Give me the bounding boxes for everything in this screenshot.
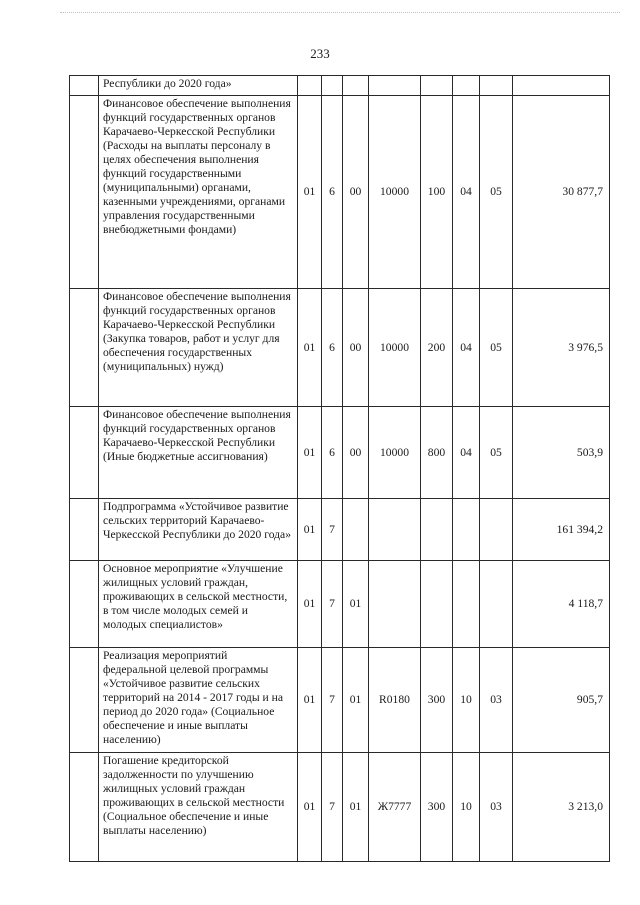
table-row bbox=[70, 648, 610, 753]
subprogram-cell: 6 bbox=[322, 289, 343, 407]
program-cell: 01 bbox=[298, 499, 322, 561]
amount-cell: 30 877,7 bbox=[513, 96, 610, 289]
subsection-cell: 03 bbox=[480, 753, 513, 862]
expense-name-cell: Финансовое обеспечение выполнения функций государственных органов Карачаево-Черкесской Республики (Иные бюджетные ассигнования) bbox=[99, 407, 298, 499]
budget-table-body bbox=[70, 76, 610, 862]
direction-cell bbox=[369, 561, 421, 648]
expense-name-cell: Республики до 2020 года» bbox=[99, 76, 298, 96]
expense-type-cell: 300 bbox=[421, 648, 453, 753]
expense-type-cell: 800 bbox=[421, 407, 453, 499]
program-cell: 01 bbox=[298, 96, 322, 289]
expense-name-cell: Подпрограмма «Устойчивое развитие сельских территорий Карачаево-Черкесской Республики до 2020 года» bbox=[99, 499, 298, 561]
program-cell: 01 bbox=[298, 753, 322, 862]
section-cell: 10 bbox=[453, 648, 480, 753]
table-row bbox=[70, 407, 610, 499]
subprogram-cell: 7 bbox=[322, 561, 343, 648]
amount-cell: 3 213,0 bbox=[513, 753, 610, 862]
program-cell: 01 bbox=[298, 561, 322, 648]
direction-cell: R0180 bbox=[369, 648, 421, 753]
row-index-cell bbox=[70, 499, 99, 561]
direction-cell: 10000 bbox=[369, 96, 421, 289]
subsection-cell: 05 bbox=[480, 407, 513, 499]
table-row bbox=[70, 289, 610, 407]
subprogram-cell bbox=[322, 76, 343, 96]
table-row bbox=[70, 96, 610, 289]
direction-cell bbox=[369, 499, 421, 561]
section-cell bbox=[453, 561, 480, 648]
direction-cell: 10000 bbox=[369, 407, 421, 499]
table-row bbox=[70, 753, 610, 862]
expense-name-cell: Финансовое обеспечение выполнения функций государственных органов Карачаево-Черкесской Республики (Расходы на выплаты персоналу в целях обеспечения выполнения функций государственными (муниципальными) органами, казенными учреждениями, органами управления государственными внебюджетными фондами) bbox=[99, 96, 298, 289]
row-index-cell bbox=[70, 76, 99, 96]
expense-type-cell bbox=[421, 561, 453, 648]
table-row bbox=[70, 499, 610, 561]
row-index-cell bbox=[70, 561, 99, 648]
expense-name-cell: Финансовое обеспечение выполнения функций государственных органов Карачаево-Черкесской Республики (Закупка товаров, работ и услуг для обеспечения государственных (муниципальных) нужд) bbox=[99, 289, 298, 407]
row-index-cell bbox=[70, 96, 99, 289]
expense-type-cell bbox=[421, 499, 453, 561]
expense-name-cell: Основное мероприятие «Улучшение жилищных условий граждан, проживающих в сельской местности, в том числе молодых семей и молодых специалистов» bbox=[99, 561, 298, 648]
section-cell: 04 bbox=[453, 96, 480, 289]
event-cell bbox=[343, 76, 369, 96]
table-row bbox=[70, 76, 610, 96]
event-cell: 00 bbox=[343, 407, 369, 499]
subprogram-cell: 6 bbox=[322, 407, 343, 499]
amount-cell: 503,9 bbox=[513, 407, 610, 499]
amount-cell: 4 118,7 bbox=[513, 561, 610, 648]
direction-cell bbox=[369, 76, 421, 96]
row-index-cell bbox=[70, 407, 99, 499]
subsection-cell: 05 bbox=[480, 289, 513, 407]
amount-cell: 3 976,5 bbox=[513, 289, 610, 407]
section-cell: 10 bbox=[453, 753, 480, 862]
direction-cell: 10000 bbox=[369, 289, 421, 407]
direction-cell: Ж7777 bbox=[369, 753, 421, 862]
subprogram-cell: 7 bbox=[322, 499, 343, 561]
section-cell: 04 bbox=[453, 407, 480, 499]
page-number: 233 bbox=[310, 46, 330, 61]
event-cell: 01 bbox=[343, 561, 369, 648]
expense-name-cell: Реализация мероприятий федеральной целевой программы «Устойчивое развитие сельских территорий на 2014 - 2017 годы и на период до 2020 года» (Социальное обеспечение и иные выплаты населению) bbox=[99, 648, 298, 753]
amount-cell: 905,7 bbox=[513, 648, 610, 753]
subprogram-cell: 7 bbox=[322, 648, 343, 753]
row-index-cell bbox=[70, 753, 99, 862]
event-cell: 01 bbox=[343, 753, 369, 862]
expense-type-cell bbox=[421, 76, 453, 96]
expense-name-cell: Погашение кредиторской задолженности по улучшению жилищных условий граждан проживающих в сельской местности (Социальное обеспечение и иные выплаты населению) bbox=[99, 753, 298, 862]
subsection-cell: 05 bbox=[480, 96, 513, 289]
table-row bbox=[70, 561, 610, 648]
subprogram-cell: 6 bbox=[322, 96, 343, 289]
event-cell: 01 bbox=[343, 648, 369, 753]
program-cell bbox=[298, 76, 322, 96]
section-cell bbox=[453, 76, 480, 96]
row-index-cell bbox=[70, 648, 99, 753]
event-cell: 00 bbox=[343, 289, 369, 407]
amount-cell: 161 394,2 bbox=[513, 499, 610, 561]
subprogram-cell: 7 bbox=[322, 753, 343, 862]
program-cell: 01 bbox=[298, 289, 322, 407]
scan-edge-mark bbox=[60, 12, 620, 15]
section-cell bbox=[453, 499, 480, 561]
program-cell: 01 bbox=[298, 648, 322, 753]
event-cell: 00 bbox=[343, 96, 369, 289]
section-cell: 04 bbox=[453, 289, 480, 407]
subsection-cell bbox=[480, 76, 513, 96]
program-cell: 01 bbox=[298, 407, 322, 499]
expense-type-cell: 100 bbox=[421, 96, 453, 289]
subsection-cell bbox=[480, 561, 513, 648]
amount-cell bbox=[513, 76, 610, 96]
subsection-cell: 03 bbox=[480, 648, 513, 753]
subsection-cell bbox=[480, 499, 513, 561]
row-index-cell bbox=[70, 289, 99, 407]
budget-table bbox=[69, 75, 610, 862]
expense-type-cell: 300 bbox=[421, 753, 453, 862]
expense-type-cell: 200 bbox=[421, 289, 453, 407]
event-cell bbox=[343, 499, 369, 561]
